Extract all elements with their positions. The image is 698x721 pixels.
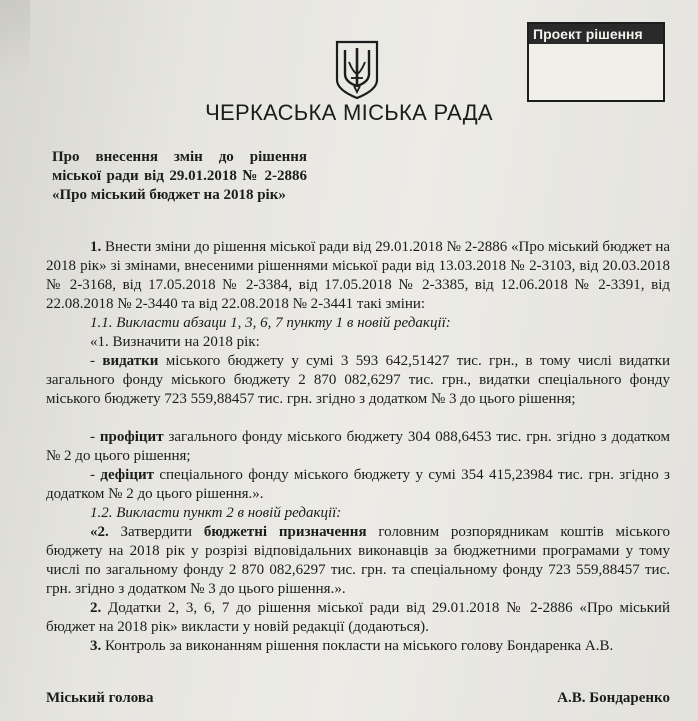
signature-title: Міський голова [46, 690, 154, 706]
paragraph-3-number: 3. [90, 638, 102, 654]
surplus-dash: - [90, 429, 100, 445]
quote-item-2-pre: Затвердити [108, 524, 204, 540]
surplus-item [46, 428, 670, 466]
paragraph-2 [46, 599, 670, 637]
trident-coat-of-arms-icon [334, 40, 380, 100]
paragraph-1-number: 1. [90, 239, 102, 255]
draft-stamp [527, 22, 665, 102]
signature-name: А.В. Бондаренко [557, 690, 670, 706]
expenditures-dash: - [90, 353, 103, 369]
quote-item-1: «1. Визначити на 2018 рік: [90, 334, 260, 350]
subparagraph-1-2: 1.2. Викласти пункт 2 в новій редакції: [90, 505, 342, 521]
surplus-label: профіцит [99, 429, 164, 445]
deficit-dash: - [90, 467, 101, 483]
page-fold-shadow [0, 0, 30, 110]
expenditures-text: міського бюджету у сумі 3 593 642,51427 тис. грн., в тому числі видатки загального фонду міського бюджету 2 870 082,6297 тис. грн., видатки спеціального фонду міського бюджету 723 559,88457 тис. грн. згідно з додатком № 3 до цього рішення; [46, 353, 670, 407]
paragraph-2-number: 2. [90, 600, 102, 616]
decision-subject: Про внесення змін до рішення міської ради від 29.01.2018 № 2-2886 «Про міський бюджет на 2018 рік» [52, 149, 307, 203]
quote-item-2-number: «2. [90, 524, 109, 540]
quote-item-2-text: головним розпорядникам коштів міського бюджету на 2018 рік у розрізі відповідальних виконавців за бюджетними програмами у тому числі по загальному фонду 2 870 082,6297 тис. грн. та спеціальному фонду 723 559,88457 тис. грн. згідно з додатком № 3 до цього рішення.». [46, 524, 670, 597]
quote-item-2 [46, 523, 670, 599]
expenditures-label: видатки [102, 353, 159, 369]
paragraph-1-text: Внести зміни до рішення міської ради від 29.01.2018 № 2-2886 «Про міський бюджет на 2018 рік» зі змінами, внесеними рішеннями міської ради від 13.03.2018 № 2-3103, від 20.03.2018 № 2-3168, від 17.05.2018 № 2-3384, від 17.05.2018 № 2-3385, від 12.06.2018 № 2-3391, від 22.08.2018 № 2-3440 та від 22.08.2018 № 2-3441 такі зміни: [46, 239, 670, 312]
deficit-text: спеціального фонду міського бюджету у сумі 354 415,23984 тис. грн. згідно з додатком № 2 до цього рішення.». [46, 467, 670, 502]
surplus-text: загального фонду міського бюджету 304 088,6453 тис. грн. згідно з додатком № 2 до цього рішення; [46, 429, 670, 464]
subparagraph-1-1: 1.1. Викласти абзаци 1, 3, 6, 7 пункту 1 в новій редакції: [90, 315, 451, 331]
paragraph-2-text: Додатки 2, 3, 6, 7 до рішення міської ради від 29.01.2018 № 2-2886 «Про міський бюджет на 2018 рік» викласти у новій редакції (додаються). [46, 600, 670, 635]
deficit-label: дефіцит [100, 467, 154, 483]
budget-allocations-label: бюджетні призначення [203, 524, 367, 540]
paragraph-3 [46, 637, 670, 656]
expenditures-item [46, 352, 670, 409]
paragraph-1 [46, 238, 670, 314]
council-title: ЧЕРКАСЬКА МІСЬКА РАДА [205, 100, 493, 125]
deficit-item [46, 466, 670, 504]
paragraph-3-text: Контроль за виконанням рішення покласти на міського голову Бондаренка А.В. [101, 638, 614, 654]
draft-stamp-label: Проект рішення [529, 24, 663, 44]
